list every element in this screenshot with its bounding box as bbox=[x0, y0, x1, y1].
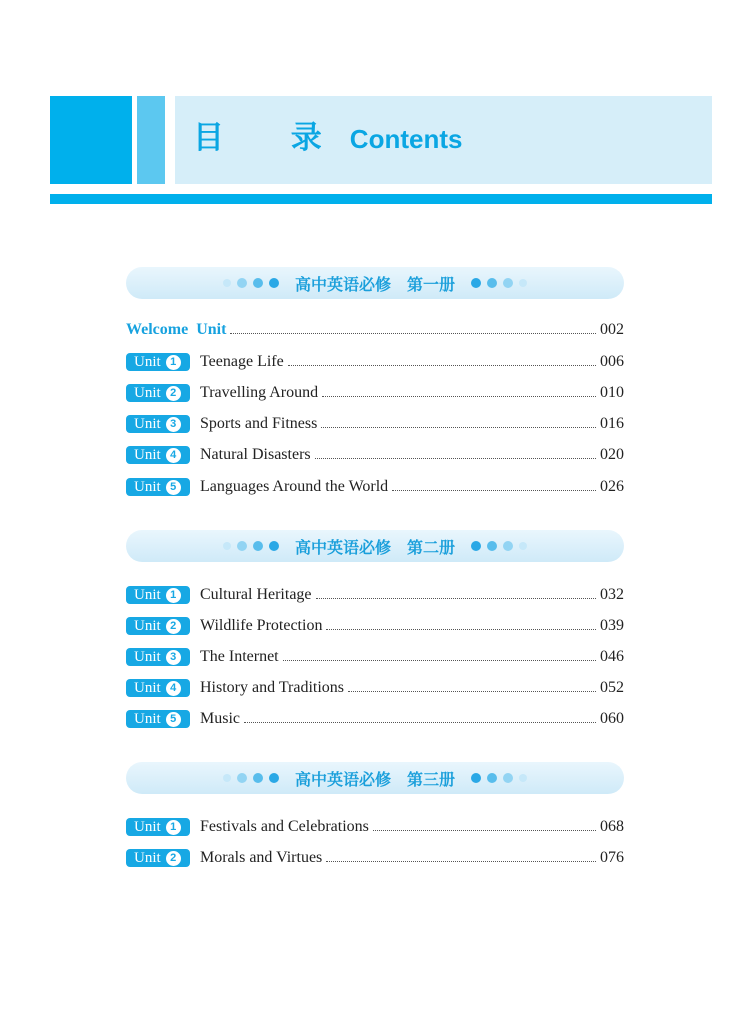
unit-number: 3 bbox=[166, 417, 181, 432]
unit-badge: Unit 4 bbox=[126, 446, 190, 464]
page-number: 060 bbox=[600, 710, 624, 727]
unit-number: 2 bbox=[166, 386, 181, 401]
toc-entry[interactable] bbox=[126, 413, 624, 435]
header-accent-block bbox=[50, 96, 132, 184]
unit-number: 2 bbox=[166, 619, 181, 634]
page-title bbox=[193, 112, 462, 164]
page-number: 006 bbox=[600, 353, 624, 370]
unit-badge: Unit 2 bbox=[126, 617, 190, 635]
toc-entry[interactable] bbox=[126, 476, 624, 498]
unit-badge: Unit 5 bbox=[126, 478, 190, 496]
toc-entry[interactable] bbox=[126, 646, 624, 668]
toc-entry[interactable] bbox=[126, 584, 624, 606]
unit-badge: Unit 5 bbox=[126, 710, 190, 728]
unit-title: Morals and Virtues bbox=[200, 849, 323, 866]
decorative-dots-right bbox=[471, 773, 527, 783]
dot-leader bbox=[316, 598, 596, 599]
dot-leader bbox=[230, 333, 596, 334]
toc-entry[interactable] bbox=[126, 816, 624, 838]
dot-leader bbox=[244, 722, 596, 723]
dot-leader bbox=[321, 427, 596, 428]
unit-badge: Unit 2 bbox=[126, 384, 190, 402]
decorative-dots-left bbox=[223, 278, 279, 288]
page-number: 016 bbox=[600, 415, 624, 432]
page-number: 002 bbox=[600, 321, 624, 338]
toc-entry[interactable] bbox=[126, 677, 624, 699]
unit-title: Music bbox=[200, 710, 240, 727]
toc-entry[interactable] bbox=[126, 444, 624, 466]
page-number: 076 bbox=[600, 849, 624, 866]
unit-title: Travelling Around bbox=[200, 384, 319, 401]
unit-title: Teenage Life bbox=[200, 353, 284, 370]
page-number: 026 bbox=[600, 478, 624, 495]
unit-badge: Unit 1 bbox=[126, 818, 190, 836]
page-number: 032 bbox=[600, 586, 624, 603]
dot-leader bbox=[322, 396, 596, 397]
unit-number: 4 bbox=[166, 681, 181, 696]
header-underline-bar bbox=[50, 194, 712, 204]
toc-entry[interactable] bbox=[126, 382, 624, 404]
page-number: 020 bbox=[600, 446, 624, 463]
unit-title: Sports and Fitness bbox=[200, 415, 318, 432]
header-accent-stripe bbox=[137, 96, 165, 184]
page-number: 046 bbox=[600, 648, 624, 665]
unit-title: Wildlife Protection bbox=[200, 617, 323, 634]
toc-entry[interactable] bbox=[126, 351, 624, 373]
toc-entry[interactable] bbox=[126, 708, 624, 730]
unit-badge: Unit 1 bbox=[126, 353, 190, 371]
unit-number: 2 bbox=[166, 851, 181, 866]
unit-title: Festivals and Celebrations bbox=[200, 818, 369, 835]
decorative-dots-right bbox=[471, 278, 527, 288]
unit-title: The Internet bbox=[200, 648, 279, 665]
dot-leader bbox=[288, 365, 596, 366]
dot-leader bbox=[373, 830, 596, 831]
unit-badge: Unit 3 bbox=[126, 415, 190, 433]
unit-number: 1 bbox=[166, 588, 181, 603]
unit-number: 5 bbox=[166, 480, 181, 495]
unit-badge: Unit 3 bbox=[126, 648, 190, 666]
unit-badge: Unit 4 bbox=[126, 679, 190, 697]
dot-leader bbox=[392, 490, 596, 491]
unit-title: Natural Disasters bbox=[200, 446, 311, 463]
dot-leader bbox=[348, 691, 596, 692]
section-header-volume-2 bbox=[126, 530, 624, 562]
unit-title: Cultural Heritage bbox=[200, 586, 312, 603]
section-header-volume-1 bbox=[126, 267, 624, 299]
section-title: 高中英语必修 第一册 bbox=[294, 274, 456, 294]
welcome-unit-label: Welcome Unit bbox=[126, 321, 227, 338]
unit-badge: Unit 1 bbox=[126, 586, 190, 604]
unit-badge: Unit 2 bbox=[126, 849, 190, 867]
unit-number: 1 bbox=[166, 355, 181, 370]
dot-leader bbox=[326, 861, 596, 862]
unit-number: 3 bbox=[166, 650, 181, 665]
unit-title: History and Traditions bbox=[200, 679, 345, 696]
page-number: 052 bbox=[600, 679, 624, 696]
unit-number: 1 bbox=[166, 820, 181, 835]
section-title: 高中英语必修 第二册 bbox=[294, 537, 456, 557]
decorative-dots-left bbox=[223, 541, 279, 551]
section-title: 高中英语必修 第三册 bbox=[294, 769, 456, 789]
dot-leader bbox=[315, 458, 596, 459]
page-title-cn: 目 录 bbox=[193, 120, 350, 156]
toc-entry[interactable] bbox=[126, 615, 624, 637]
section-header-volume-3 bbox=[126, 762, 624, 794]
dot-leader bbox=[283, 660, 596, 661]
page-title-en: Contents bbox=[349, 124, 463, 154]
toc-entry[interactable] bbox=[126, 847, 624, 869]
toc-entry-welcome-unit[interactable] bbox=[126, 319, 624, 341]
page-number: 010 bbox=[600, 384, 624, 401]
decorative-dots-left bbox=[223, 773, 279, 783]
unit-number: 5 bbox=[166, 712, 181, 727]
page-number: 039 bbox=[600, 617, 624, 634]
unit-number: 4 bbox=[166, 448, 181, 463]
dot-leader bbox=[326, 629, 596, 630]
decorative-dots-right bbox=[471, 541, 527, 551]
page-number: 068 bbox=[600, 818, 624, 835]
unit-title: Languages Around the World bbox=[200, 478, 389, 495]
